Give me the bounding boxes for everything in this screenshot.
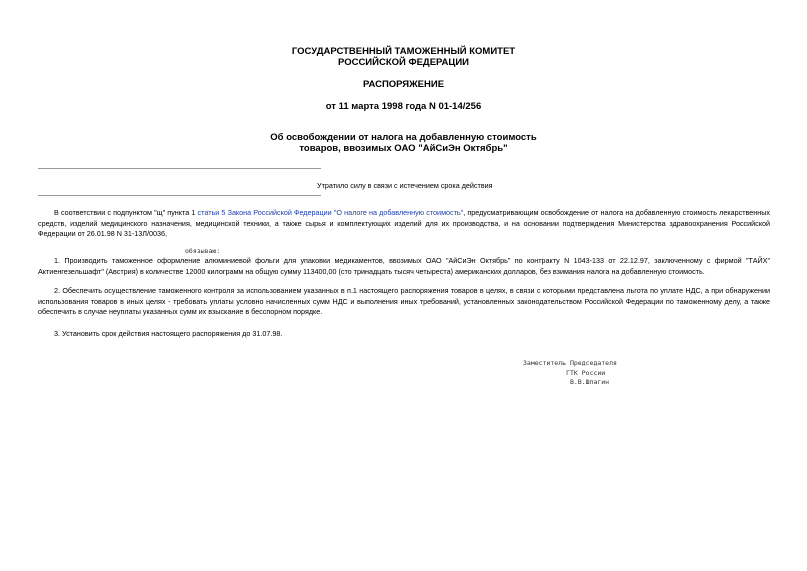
organization-line-2: РОССИЙСКОЙ ФЕДЕРАЦИИ bbox=[337, 57, 469, 68]
organization-line-1: ГОСУДАРСТВЕННЫЙ ТАМОЖЕННЫЙ КОМИТЕТ bbox=[291, 46, 516, 57]
title-line-1: Об освобождении от налога на добавленную стоимость bbox=[270, 132, 537, 143]
preamble-text-start: В соответствии с подпунктом "щ" пункта 1 bbox=[54, 208, 198, 217]
preamble-text-end: , предусматривающим освобождение от налога на добавленную стоимость лекарственных средств, изделий медицинского назначения, медицинской техники, а также сырья и комплектующих изделий для их производства, и на основании подтверждения Министерства здравоохранения Российской Федерации от 26.01.98 N 31-13Л/0036, bbox=[38, 208, 770, 238]
signature-line-3: В.В.Шпагин bbox=[523, 378, 610, 386]
document-type: РАСПОРЯЖЕНИЕ bbox=[362, 79, 445, 90]
organization-name bbox=[0, 46, 807, 68]
signature-line-2: ГТК России bbox=[523, 368, 606, 377]
obligate-word: обязываю: bbox=[185, 247, 221, 255]
divider-bottom bbox=[38, 195, 321, 196]
item-2: 2. Обеспечить осуществление таможенного контроля за использованием указанных в п.1 настоящего распоряжения товаров в целях, в связи с которыми представлена льгота по уплате НДС, а при обнаружении использования товаров в иных целях - требовать уплаты условно начисленных сумм НДС и выполнения иных требований, установленных законодательством Российской Федерации по таможенному делу, а также обеспечить в случае неуплаты указанных сумм их взыскание в бесспорном порядке. bbox=[38, 286, 770, 316]
title-line-2: товаров, ввозимых ОАО "АйСиЭн Октябрь" bbox=[299, 143, 508, 154]
document-title bbox=[0, 132, 807, 154]
preamble-paragraph bbox=[38, 208, 770, 240]
signature-line-1: Заместитель Председателя bbox=[523, 359, 617, 367]
law-link[interactable]: статьи 5 Закона Российской Федерации "О налоге на добавленную стоимость" bbox=[197, 208, 464, 217]
item-1: 1. Производить таможенное оформление алюминиевой фольги для упаковки медикаментов, ввозимых ОАО "АйСиЭн Октябрь" по контракту N 1043-133 от 22.12.97, заключенному с фирмой "ТАЙХ" Актиенгезельшафт" (Австрия) в количестве 12000 килограмм на общую сумму 113400,00 (сто тринадцать тысяч четыреста) американских долларов, без взимания налога на добавленную стоимость. bbox=[38, 256, 770, 276]
item-3: 3. Установить срок действия настоящего распоряжения до 31.07.98. bbox=[54, 329, 283, 338]
signature-block bbox=[523, 359, 617, 388]
status-note: Утратило силу в связи с истечением срока действия bbox=[317, 181, 493, 190]
document-date: от 11 марта 1998 года N 01-14/256 bbox=[325, 101, 482, 112]
divider-top bbox=[38, 168, 321, 169]
